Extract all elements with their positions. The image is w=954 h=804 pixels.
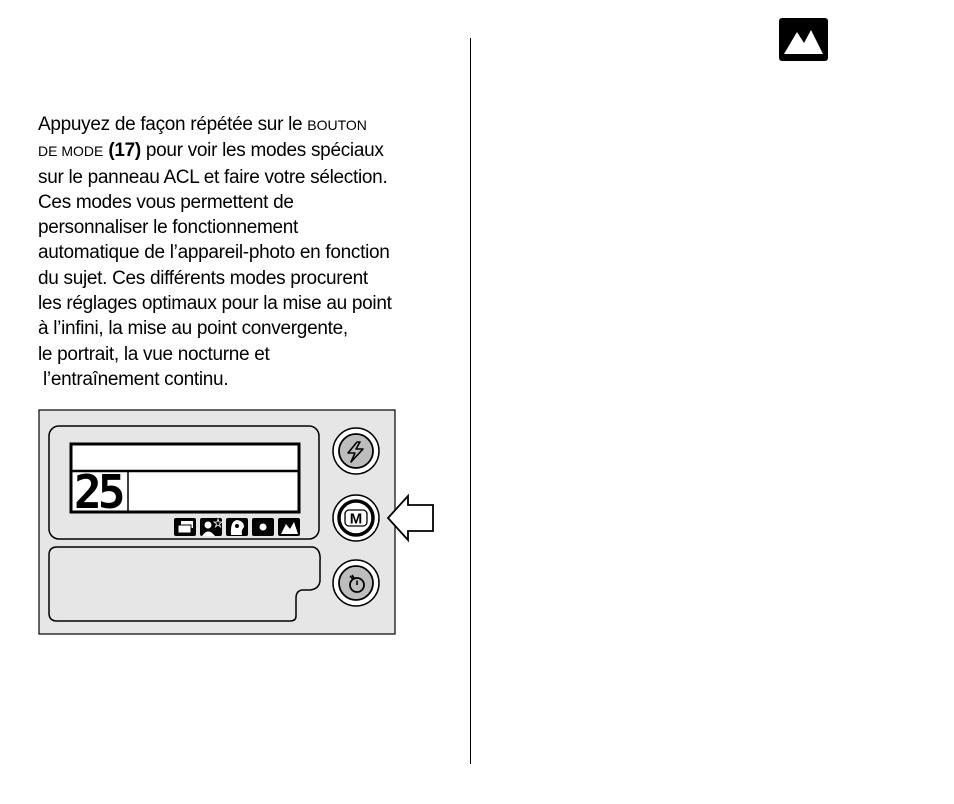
battery-door: [49, 547, 320, 621]
text-line-3: sur le panneau ACL et faire votre sélection.: [38, 166, 388, 188]
mode-button-label-part1: BOUTON: [307, 117, 367, 133]
landscape-mode-icon: [779, 18, 828, 61]
close-up-icon: [252, 518, 274, 536]
portrait-icon: [226, 518, 248, 536]
text-line-5: personnaliser le fonctionnement: [38, 217, 299, 239]
column-divider: [470, 38, 471, 764]
night-portrait-icon: [200, 518, 222, 536]
mode-button[interactable]: [333, 495, 379, 541]
text-line-4: Ces modes vous permettent de: [38, 191, 294, 213]
text-line-11: l’entraînement continu.: [38, 368, 229, 390]
flash-button[interactable]: [333, 428, 379, 474]
continuous-drive-icon: [174, 518, 196, 536]
text-line-2: DE MODE (17) pour voir les modes spéciaux: [38, 140, 384, 162]
reference-number: (17): [103, 140, 141, 162]
text-line-9: à l’infini, la mise au point convergente,: [38, 318, 348, 340]
text-line-1: Appuyez de façon répétée sur le BOUTON: [38, 114, 367, 135]
instruction-paragraph: [38, 112, 468, 392]
text-line-8: les réglages optimaux pour la mise au point: [38, 293, 392, 315]
mode-button-icon: M: [349, 510, 363, 528]
text-line-7: du sujet. Ces différents modes procurent: [38, 267, 368, 289]
lcd-frame-counter: 25: [74, 465, 122, 519]
camera-top-panel-illustration: [38, 409, 438, 637]
mode-button-label-part2: DE MODE: [38, 143, 104, 160]
landscape-icon: [278, 518, 300, 536]
text-line-6: automatique de l’appareil-photo en fonction: [38, 242, 390, 264]
text-line-10: le portrait, la vue nocturne et: [38, 343, 270, 365]
self-timer-button[interactable]: [333, 560, 379, 606]
